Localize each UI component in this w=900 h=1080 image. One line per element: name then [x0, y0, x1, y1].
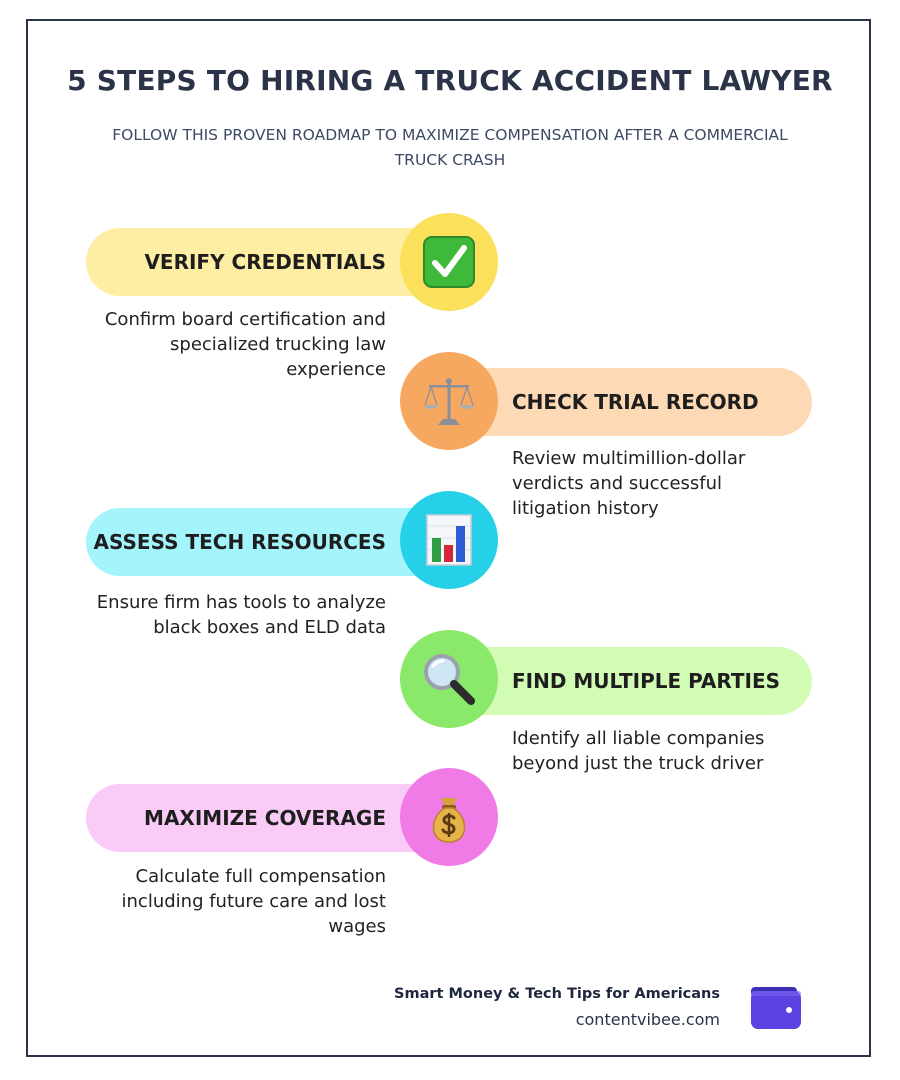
page-title: 5 STEPS TO HIRING A TRUCK ACCIDENT LAWYER	[67, 64, 833, 97]
step-3-description: Ensure firm has tools to analyze black boxes and ELD data	[96, 592, 386, 638]
step-3-circle	[400, 491, 498, 589]
step-3-label: ASSESS TECH RESOURCES	[93, 530, 386, 554]
step-5-description: Calculate full compensation including future care and lost wages	[121, 866, 386, 937]
money-bag-icon	[426, 790, 472, 844]
step-2-label: CHECK TRIAL RECORD	[512, 390, 759, 414]
step-1-description: Confirm board certification and specialized trucking law experience	[104, 309, 386, 380]
step-4-description: Identify all liable companies beyond just the truck driver	[512, 728, 765, 774]
step-5-circle	[400, 768, 498, 866]
check-mark-icon	[423, 236, 475, 288]
bar-chart-icon	[426, 514, 472, 566]
wallet-icon	[749, 983, 803, 1031]
footer-url[interactable]: contentvibee.com	[575, 1010, 720, 1029]
magnifying-glass-icon	[422, 652, 476, 706]
balance-scale-icon	[421, 375, 477, 427]
step-4-circle	[400, 630, 498, 728]
footer-brand: Smart Money & Tech Tips for Americans	[394, 986, 720, 1002]
step-2-circle	[400, 352, 498, 450]
step-1-label: VERIFY CREDENTIALS	[144, 250, 386, 274]
step-5-label: MAXIMIZE COVERAGE	[144, 806, 386, 830]
step-2-description: Review multimillion-dollar verdicts and successful litigation history	[512, 448, 746, 519]
step-1-circle	[400, 213, 498, 311]
page-subtitle: FOLLOW THIS PROVEN ROADMAP TO MAXIMIZE COMPENSATION AFTER A COMMERCIAL TRUCK CRASH	[112, 126, 788, 169]
step-4-label: FIND MULTIPLE PARTIES	[512, 669, 781, 693]
